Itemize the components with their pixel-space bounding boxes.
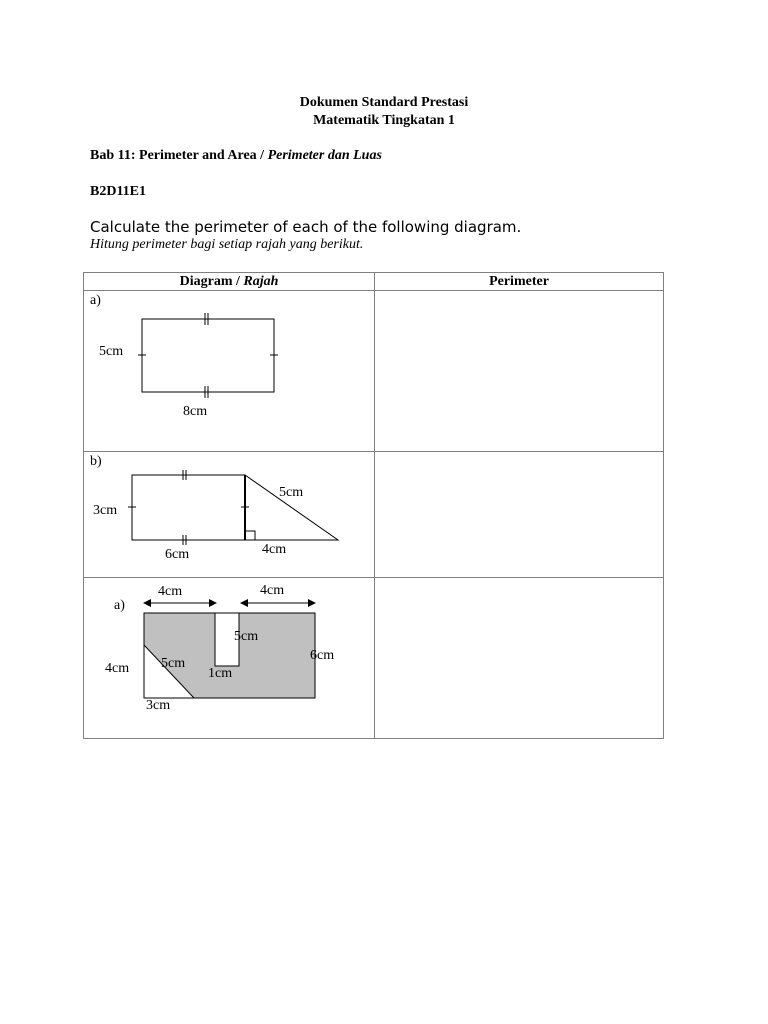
row-label: b) [90, 454, 102, 469]
column-header-diagram [84, 273, 375, 291]
dim-label: 5cm [279, 485, 304, 500]
rectangle-diagram [84, 291, 374, 451]
diagram-cell [84, 578, 375, 739]
document-title-line1: Dokumen Standard Prestasi [299, 95, 469, 110]
dim-label: 1cm [208, 666, 233, 681]
chapter-heading [90, 148, 382, 164]
skill-code: B2D11E1 [90, 184, 147, 199]
perimeter-answer-cell[interactable] [375, 291, 664, 452]
chapter-malay: Perimeter dan Luas [267, 148, 382, 163]
perimeter-answer-cell[interactable] [375, 452, 664, 578]
shaded-composite-diagram [84, 578, 374, 738]
dim-label: 6cm [165, 547, 190, 562]
dim-label: 4cm [262, 542, 287, 557]
composite-rectangle-triangle-diagram [84, 452, 374, 577]
diagram-cell [84, 291, 375, 452]
instruction-english: Calculate the perimeter of each of the following diagram. [90, 218, 522, 236]
dim-label: 4cm [105, 661, 130, 676]
dim-label: 6cm [310, 648, 335, 663]
worksheet-table [83, 272, 664, 739]
column-header-perimeter: Perimeter [375, 273, 664, 291]
dim-label: 4cm [158, 584, 183, 599]
chapter-prefix: Bab 11: Perimeter and Area / [90, 148, 265, 163]
dim-label: 3cm [93, 503, 118, 518]
diagram-cell [84, 452, 375, 578]
row-label: a) [114, 598, 125, 613]
dim-label: 8cm [183, 404, 208, 419]
table-row [84, 578, 664, 739]
table-row [84, 291, 664, 452]
instruction-malay: Hitung perimeter bagi setiap rajah yang berikut. [90, 237, 364, 252]
dim-label: 4cm [260, 583, 285, 598]
dim-label: 5cm [99, 344, 124, 359]
dim-label: 3cm [146, 698, 171, 713]
dim-label: 5cm [234, 629, 259, 644]
column-header-diagram-italic: Rajah [243, 273, 279, 289]
row-label: a) [90, 293, 101, 308]
perimeter-answer-cell[interactable] [375, 578, 664, 739]
table-header-row [84, 273, 664, 291]
table-row [84, 452, 664, 578]
dim-label: 5cm [161, 656, 186, 671]
column-header-diagram-label: Diagram / [179, 273, 240, 289]
document-title-line2: Matematik Tingkatan 1 [313, 113, 455, 128]
